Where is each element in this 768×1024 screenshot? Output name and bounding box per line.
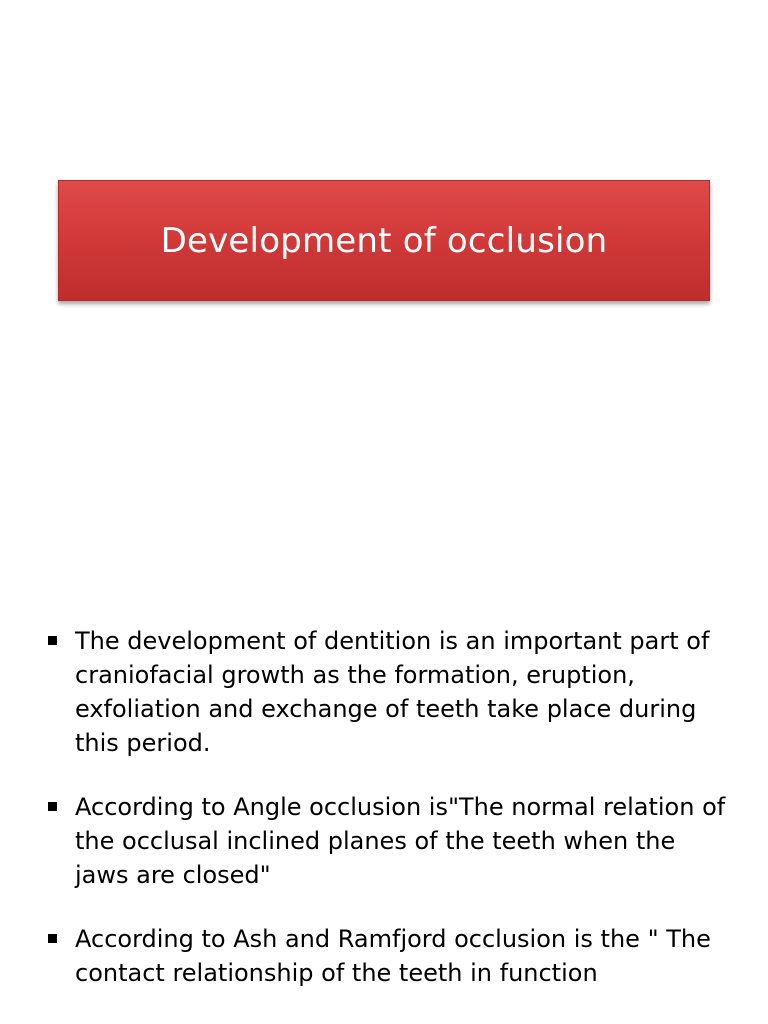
title-banner [58, 180, 710, 301]
bullet-item [46, 624, 726, 760]
bullet-text: The development of dentition is an important part of craniofacial growth as the formation, eruption, exfoliation and exchange of teeth take place during this period. [75, 627, 710, 757]
bullet-item [46, 790, 726, 892]
square-bullet-icon [48, 802, 57, 811]
square-bullet-icon [48, 636, 57, 645]
square-bullet-icon [48, 934, 57, 943]
bullet-text: According to Angle occlusion is"The normal relation of the occlusal inclined planes of the teeth when the jaws are closed" [75, 793, 726, 889]
slide-title: Development of occlusion [160, 220, 608, 261]
bullet-list [46, 624, 726, 1020]
bullet-item [46, 922, 726, 990]
bullet-text: According to Ash and Ramfjord occlusion is the " The contact relationship of the teeth in function [75, 925, 711, 987]
